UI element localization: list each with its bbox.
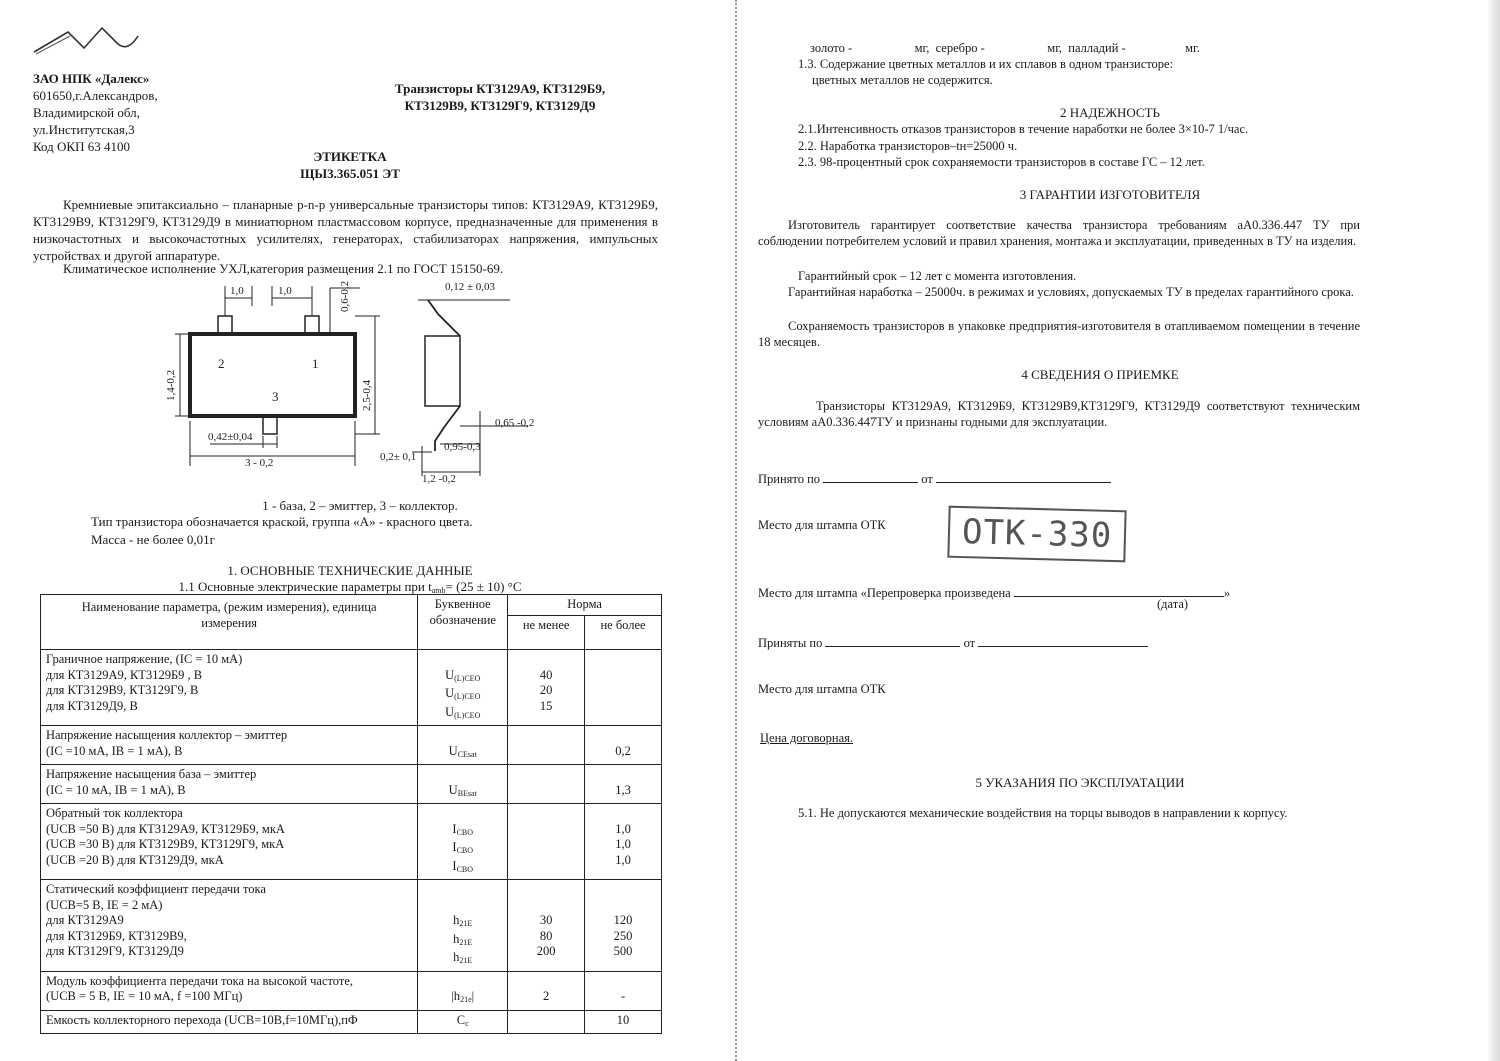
table-cell-sym [418, 726, 508, 765]
price-note: Цена договорная. [760, 731, 854, 745]
cell-line: 200 [536, 944, 556, 958]
cell-line [423, 898, 502, 914]
cell-line [513, 1013, 579, 1029]
warranty-paragraph-1: Изготовитель гарантирует соответствие качества транзистора требованиям аА0.336.447 ТУ при соблюдении потребителем условий и правил хранения, монтажа и эксплуатации, приведенных в ТУ на изделия. [758, 218, 1360, 248]
dim-body-length: 3 - 0,2 [245, 457, 274, 469]
label-heading [260, 148, 440, 182]
cell-line: для КТ3129Б9, КТ3129В9, [46, 928, 187, 943]
table-row [41, 804, 662, 880]
cell-line [423, 728, 502, 744]
cell-line [423, 974, 502, 990]
dim-pin-pitch-b: 1,0 [278, 285, 292, 297]
page-fold [735, 0, 737, 1061]
metals-line: золото - мг, серебро - мг, палладий - мг. [810, 41, 1200, 55]
label-code: ЩЫ3.365.051 ЭТ [300, 166, 400, 181]
section-4-title: 4 СВЕДЕНИЯ О ПРИЕМКЕ [1021, 367, 1179, 382]
cell-line [513, 806, 579, 822]
table-cell-min [508, 880, 585, 972]
cell-line [590, 767, 656, 783]
cell-line: 15 [539, 698, 553, 713]
cell-line: $h_{21E}$ [453, 950, 473, 965]
section-2-title: 2 НАДЕЖНОСТЬ [1060, 105, 1160, 120]
cell-line: $I_{CBO}$ [452, 840, 474, 855]
cell-line [513, 822, 579, 838]
intro-paragraph: Кремниевые эпитаксиально – планарные р-n-р универсальные транзисторы типов: КТ3129А9, КТ3129Б9, КТ3129В9, КТ3129Г9, КТ3129Д9 в миниатюрном пластмассовом корпусе, предназначенные для применения в низкочастотных и высокочастотных усилителях, генераторах, стабилизаторах напряжения, импульсных устройствах и другой аппаратуре. [33, 197, 658, 263]
cell-line: $h_{21E}$ [453, 931, 473, 947]
right-page [750, 0, 1500, 1061]
dim-body-height: 0,95-0,3 [444, 441, 481, 453]
pin-label-2: 2 [218, 356, 225, 371]
cell-line [513, 898, 579, 914]
cell-line: 1,0 [615, 852, 631, 867]
company-okp-code: Код ОКП 63 4100 [33, 139, 130, 154]
cell-line: 120 [613, 913, 633, 927]
transistor-drawing [160, 276, 560, 488]
table-cell-max [585, 971, 662, 1010]
cell-line: $I_{CBO}$ [452, 858, 474, 874]
cell-line [590, 668, 656, 684]
otk-stamp-place-2: Место для штампа ОТК [758, 682, 886, 696]
dim-pin-pitch-a: 1,0 [230, 285, 244, 297]
cell-line: (IС =10 мА, IВ = 1 мА), В [46, 743, 183, 758]
dim-lead-width: 0,42±0,04 [208, 431, 253, 443]
table-cell-name [41, 880, 418, 972]
warranty-paragraph-2: Гарантийный срок – 12 лет с момента изготовления. [798, 269, 1077, 283]
cell-line: $С_с$ [456, 1012, 469, 1028]
table-cell-max [585, 880, 662, 972]
cell-line: (UСВ =20 В) для КТ3129Д9, мкА [46, 852, 224, 867]
cell-line: $h_{21E}$ [453, 913, 473, 928]
cell-line: Емкость коллекторного перехода (UСВ=10В,f=10МГц),пФ [46, 1012, 358, 1027]
cell-line [513, 837, 579, 853]
table-row [41, 765, 662, 804]
mass-note: Масса - не более 0,01г [91, 532, 215, 547]
subtitle-sub: amb [431, 586, 446, 595]
doc-title-line: Транзисторы КТ3129А9, КТ3129Б9, [394, 81, 606, 96]
table-row [41, 726, 662, 765]
metals-13: 1.3. Содержание цветных металлов и их сплавов в одном транзисторе: [798, 57, 1174, 71]
from-label: от [921, 472, 933, 486]
dim-body-width: 1,4-0,2 [165, 369, 177, 401]
cell-line [513, 767, 579, 783]
cell-line: для КТ3129А9 [46, 913, 124, 927]
parameters-table-body [41, 650, 662, 1034]
company-logo [30, 22, 145, 58]
cell-line: 0,2 [615, 743, 631, 758]
reliability-2-2: 2.2. Наработка транзисторов–tн=25000 ч. [798, 139, 1018, 153]
dim-lead-offset: 0,65 -0,2 [495, 417, 535, 429]
table-row [41, 1010, 662, 1034]
subtitle-text: 1.1 Основные электрические параметры при t [178, 579, 432, 594]
table-cell-min [508, 726, 585, 765]
section-3-title: 3 ГАРАНТИИ ИЗГОТОВИТЕЛЯ [1019, 187, 1201, 202]
table-row [41, 971, 662, 1010]
table-cell-max [585, 726, 662, 765]
accepted-doc-field-2 [825, 632, 960, 647]
cell-line: 20 [539, 683, 553, 697]
dim-lead-foot: 0,2± 0,1 [380, 451, 417, 463]
table-cell-name [41, 726, 418, 765]
table-row [41, 650, 662, 726]
cell-line [423, 652, 502, 668]
cell-line: $I_{CBO}$ [452, 821, 474, 837]
cell-line [423, 806, 502, 822]
cell-line: (UСВ =50 В) для КТ3129А9, КТ3129Б9, мкА [46, 821, 285, 836]
cell-line [513, 728, 579, 744]
cell-line: 40 [539, 667, 553, 682]
warranty-paragraph-4: Сохраняемость транзисторов в упаковке предприятия-изготовителя в отапливаемом помещении в течение 18 месяцев. [758, 319, 1360, 349]
cell-line: Статический коэффициент передачи тока [46, 882, 266, 896]
label-title: ЭТИКЕТКА [313, 149, 387, 164]
recheck-date-field [1014, 582, 1224, 597]
cell-line: 1,3 [615, 782, 631, 797]
cell-line: Обратный ток коллектора [46, 806, 183, 820]
cell-line: 500 [613, 944, 633, 958]
cell-line [590, 806, 656, 822]
cell-line: Граничное напряжение, (IС = 10 мА) [46, 652, 243, 666]
cell-line [590, 898, 656, 914]
table-cell-sym [418, 971, 508, 1010]
type-note: Тип транзистора обозначается краской, группа «А» - красного цвета. [91, 514, 473, 529]
pin-label-3: 3 [272, 389, 279, 404]
dim-overall-height: 1,2 -0,2 [422, 473, 456, 485]
cell-line: для КТ3129В9, КТ3129Г9, В [46, 683, 199, 697]
table-cell-sym [418, 1010, 508, 1034]
table-row [41, 880, 662, 972]
table-cell-sym [418, 765, 508, 804]
table-cell-name [41, 804, 418, 880]
cell-line: - [620, 989, 626, 1003]
cell-line: для КТ3129Г9, КТ3129Д9 [46, 944, 184, 958]
warranty-paragraph-3: Гарантийная наработка – 25000ч. в режимах и условиях, допускаемых ТУ в пределах гарантийного срока. [788, 285, 1354, 299]
recheck-line [758, 582, 1378, 601]
table-cell-name [41, 971, 418, 1010]
pins-note: 1 - база, 2 – эмиттер, 3 – коллектор. [262, 498, 458, 513]
cell-line: 30 [539, 913, 553, 927]
cell-line: Модуль коэффициента передачи тока на высокой частоте, [46, 973, 354, 988]
reliability-2-3: 2.3. 98-процентный срок сохраняемости транзисторов в составе ГС – 12 лет. [798, 155, 1205, 169]
cell-line: $U_{(L)CEO}$ [445, 686, 481, 701]
cell-line: Напряжение насыщения база – эмиттер [46, 767, 257, 781]
cell-line: (UСВ=5 В, IЕ = 2 мА) [46, 897, 163, 912]
climate-paragraph: Климатическое исполнение УХЛ,категория размещения 2.1 по ГОСТ 15150-69. [63, 261, 504, 276]
cell-line: 1,0 [615, 837, 631, 851]
cell-line: (IС = 10 мА, IВ = 1 мА), В [46, 782, 186, 797]
cell-line: (UСВ =30 В) для КТ3129В9, КТ3129Г9, мкА [46, 837, 285, 851]
acceptance-paragraph: Транзисторы КТ3129А9, КТ3129Б9, КТ3129В9,КТ3129Г9, КТ3129Д9 соответствуют техническим условиям аА0.336.447ТУ и признаны годными для эксплуатации. [758, 399, 1360, 429]
cell-line: 250 [613, 928, 633, 943]
company-name: ЗАО НПК «Далекс» [33, 71, 150, 86]
cell-line: $U_{(L)CEO}$ [445, 667, 481, 683]
doc-title [360, 80, 640, 114]
cell-line [590, 652, 656, 668]
table-cell-max [585, 650, 662, 726]
cell-line: 10 [616, 1012, 630, 1027]
recheck-label: Место для штампа «Перепроверка произведена [758, 586, 1011, 600]
table-cell-max [585, 804, 662, 880]
cell-line [590, 699, 656, 715]
header-symbol: Буквенное обозначение [418, 595, 508, 650]
table-cell-sym [418, 880, 508, 972]
accepted-label: Принято по [758, 472, 821, 486]
table-cell-min [508, 1010, 585, 1034]
parameters-table [40, 594, 662, 1034]
cell-line [513, 652, 579, 668]
header-min: не менее [508, 615, 585, 650]
header-max: не более [585, 615, 662, 650]
scan-edge [1488, 0, 1500, 1061]
company-block [33, 70, 213, 155]
company-address-line: 601650,г.Александров, [33, 88, 158, 103]
table-cell-min [508, 650, 585, 726]
table-cell-name [41, 650, 418, 726]
cell-line [590, 882, 656, 898]
cell-line [513, 853, 579, 869]
otk-stamp-place-1: Место для штампа ОТК [758, 518, 886, 532]
company-address-line: Владимирской обл, [33, 105, 140, 120]
accepted-label: Приняты по [758, 636, 823, 650]
table-cell-name [41, 1010, 418, 1034]
table-cell-min [508, 765, 585, 804]
section-5-title: 5 УКАЗАНИЯ ПО ЭКСПЛУАТАЦИИ [975, 775, 1185, 790]
date-caption: (дата) [1157, 597, 1189, 611]
table-cell-name [41, 765, 418, 804]
cell-line [513, 783, 579, 799]
cell-line [590, 728, 656, 744]
otk-stamp: ОТК-330 [947, 506, 1127, 563]
cell-line [590, 683, 656, 699]
reliability-2-1: 2.1.Интенсивность отказов транзисторов в течение наработки не более 3×10-7 1/час. [798, 122, 1249, 136]
pin-label-1: 1 [312, 356, 319, 371]
header-norm: Норма [508, 595, 662, 616]
cell-line: $|h_{21e}|$ [451, 989, 475, 1004]
accepted-date-field [936, 468, 1111, 483]
section-1-title: 1. ОСНОВНЫЕ ТЕХНИЧЕСКИЕ ДАННЫЕ [227, 563, 473, 578]
cell-line: 1,0 [615, 821, 631, 836]
accepted-doc-field [823, 468, 918, 483]
metals-none: цветных металлов не содержится. [812, 73, 993, 87]
doc-title-line: КТ3129В9, КТ3129Г9, КТ3129Д9 [404, 98, 596, 113]
table-cell-max [585, 765, 662, 804]
from-label: от [963, 636, 976, 650]
cell-line: для КТ3129А9, КТ3129Б9 , В [46, 667, 203, 682]
dim-lead-thickness: 0,12 ± 0,03 [445, 281, 496, 293]
accepted-date-field-2 [978, 632, 1148, 647]
cell-line [513, 882, 579, 898]
table-cell-min [508, 804, 585, 880]
cell-line: $U_{CEsat}$ [448, 743, 477, 759]
recheck-close: » [1223, 586, 1231, 600]
accepted-line-1 [758, 468, 1378, 487]
cell-line: Напряжение насыщения коллектор – эмиттер [46, 728, 288, 742]
table-cell-sym [418, 650, 508, 726]
cell-line: 80 [539, 928, 553, 943]
cell-line: для КТ3129Д9, В [46, 698, 138, 713]
cell-line: 2 [543, 989, 550, 1003]
operation-5-1: 5.1. Не допускаются механические воздействия на торцы выводов в направлении к корпусу. [798, 806, 1288, 820]
accepted-line-2 [758, 632, 1378, 651]
cell-line: $U_{BEsat}$ [448, 782, 477, 798]
cell-line [423, 882, 502, 898]
subtitle-text-post: = (25 ± 10) °С [445, 579, 522, 594]
cell-line [513, 744, 579, 760]
company-address-line: ул.Институтская,3 [33, 122, 135, 137]
cell-line: (UСВ = 5 В, IЕ = 10 мА, f =100 МГц) [46, 989, 243, 1003]
cell-line [590, 974, 656, 990]
table-cell-min [508, 971, 585, 1010]
cell-line [513, 974, 579, 990]
table-cell-max [585, 1010, 662, 1034]
dim-pin-length: 0,6-0,2 [339, 280, 351, 312]
cell-line: $U_{(L)CEO}$ [445, 704, 481, 720]
header-name: Наименование параметра, (режим измерения), единица измерения [41, 595, 418, 650]
cell-line [423, 767, 502, 783]
table-cell-sym [418, 804, 508, 880]
dim-overall-width: 2,5-0,4 [361, 379, 373, 411]
